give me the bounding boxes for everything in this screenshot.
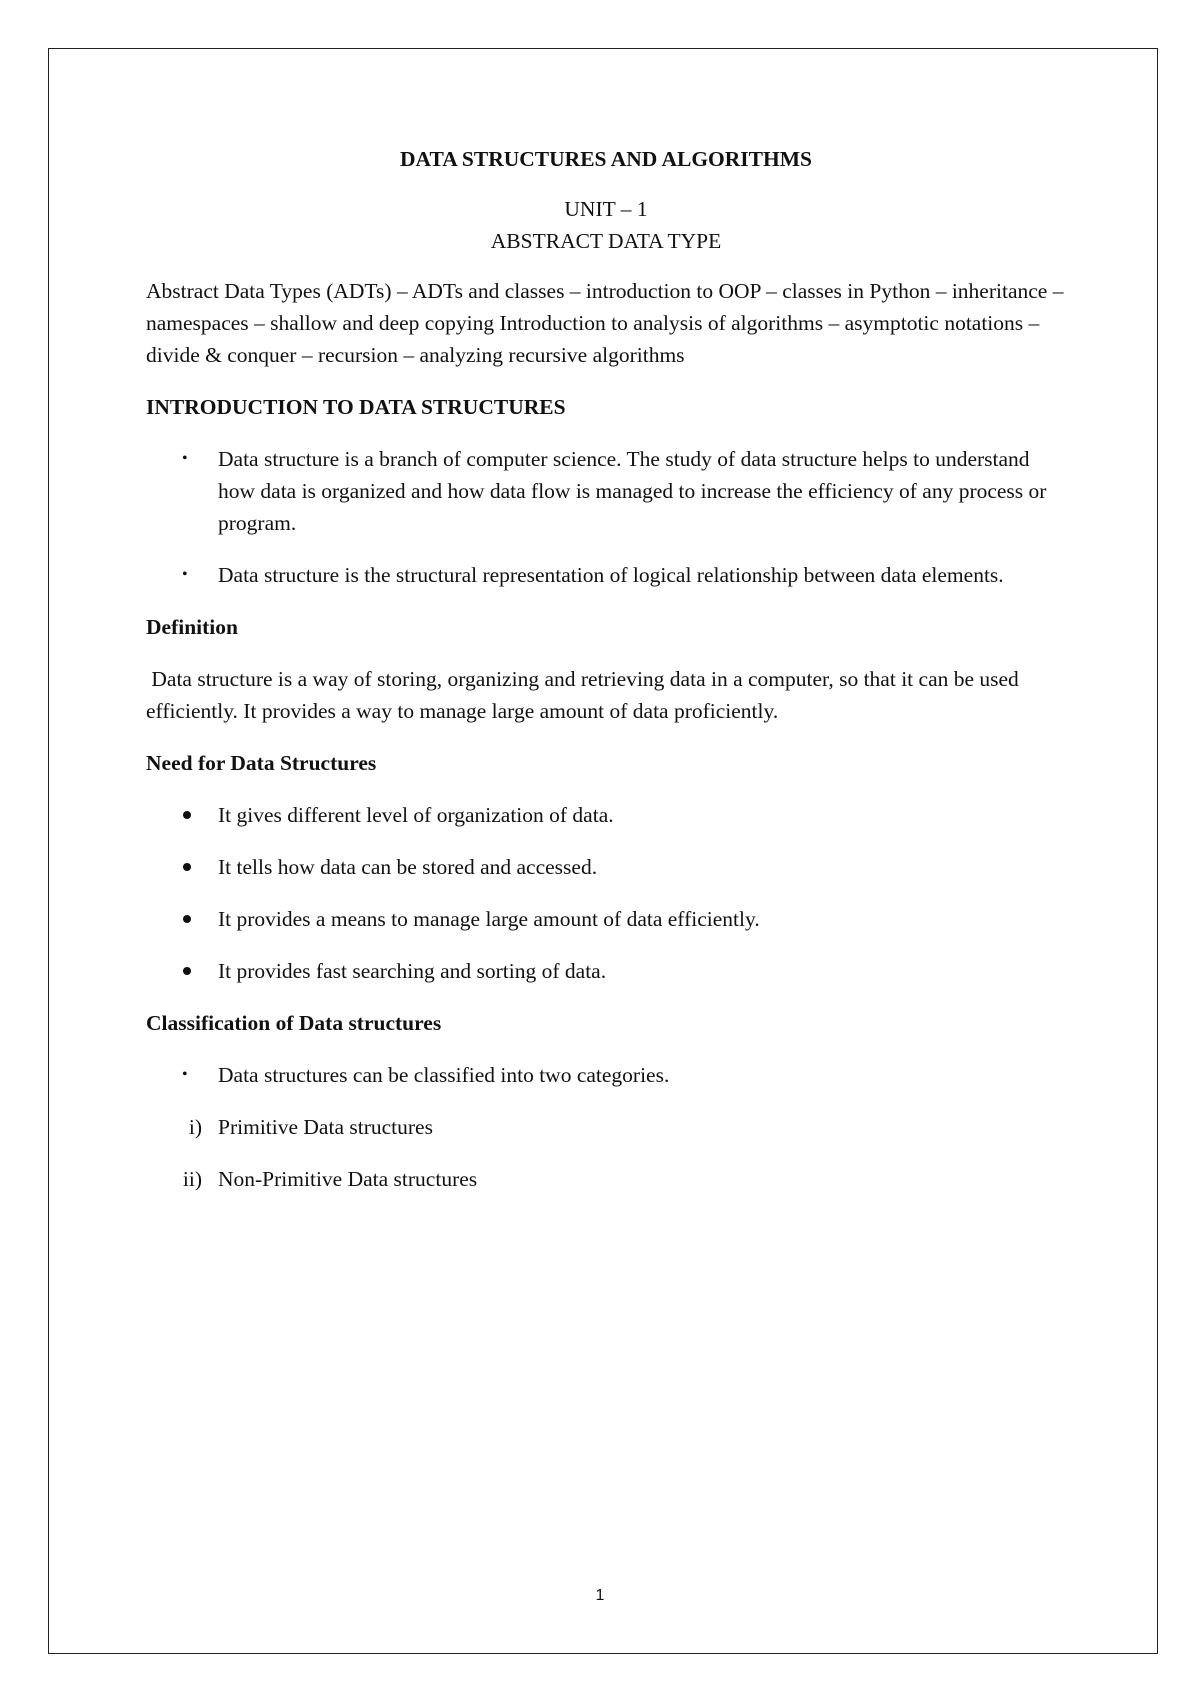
category-text: Primitive Data structures <box>218 1115 433 1139</box>
list-item: It provides fast searching and sorting of data. <box>146 955 1066 987</box>
syllabus-paragraph: Abstract Data Types (ADTs) – ADTs and classes – introduction to OOP – classes in Python – inheritance – namespaces – shallow and deep copying Introduction to analysis of algorithms – asymptotic notations – divide & conquer – recursion – analyzing recursive algorithms <box>146 279 1064 367</box>
classification-heading: Classification of Data structures <box>146 1011 442 1035</box>
category-item <box>146 1163 1066 1195</box>
definition-text: Data structure is a way of storing, organizing and retrieving data in a computer, so that it can be used efficiently. It provides a way to manage large amount of data proficiently. <box>146 667 1025 723</box>
classification-categories <box>146 1111 1066 1195</box>
list-item: It tells how data can be stored and accessed. <box>146 851 1066 883</box>
list-item: It gives different level of organization of data. <box>146 799 1066 831</box>
page-number: 1 <box>595 1587 605 1604</box>
need-list <box>146 799 1066 987</box>
category-text: Non-Primitive Data structures <box>218 1167 478 1191</box>
need-heading: Need for Data Structures <box>146 751 377 775</box>
list-item: • Data structures can be classified into two categories. <box>146 1059 1066 1091</box>
category-number: i) <box>188 1115 202 1139</box>
unit-title: ABSTRACT DATA TYPE <box>490 229 722 253</box>
list-item: • Data structure is a branch of computer science. The study of data structure helps to understand how data is organized and how data flow is managed to increase the efficiency of any process or program. <box>146 443 1066 539</box>
document-title: DATA STRUCTURES AND ALGORITHMS <box>400 147 812 171</box>
category-number: ii) <box>182 1167 202 1191</box>
unit-number: UNIT – 1 <box>564 197 648 221</box>
intro-heading: INTRODUCTION TO DATA STRUCTURES <box>146 395 566 419</box>
classification-list <box>146 1059 1066 1091</box>
unit-block <box>146 193 1066 257</box>
list-item: • Data structure is the structural representation of logical relationship between data elements. <box>146 559 1066 591</box>
document-body <box>146 143 1066 1215</box>
list-item: It provides a means to manage large amount of data efficiently. <box>146 903 1066 935</box>
definition-heading: Definition <box>146 615 238 639</box>
category-item <box>146 1111 1066 1143</box>
intro-list <box>146 443 1066 591</box>
